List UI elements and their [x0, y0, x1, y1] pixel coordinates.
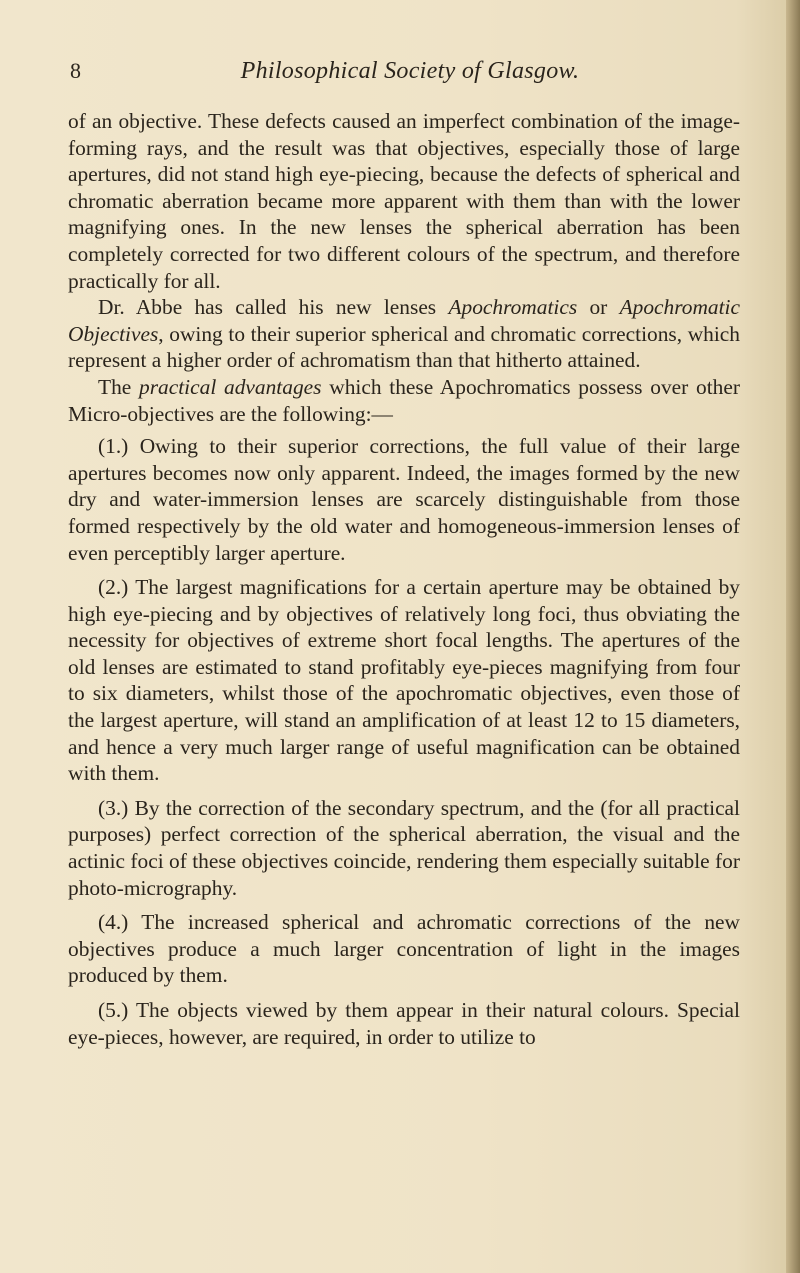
text-span: , owing to their superior spherical and chromatic corrections, which represent a higher order of achromatism than that hitherto attained.	[68, 321, 740, 373]
text-span: which these Apochromatics possess over other Micro-objectives are the following:—	[68, 374, 740, 426]
advantage-item-4: (4.) The increased spherical and achromatic corrections of the new objectives produce a much larger concentration of light in the images produced by them.	[68, 910, 740, 988]
advantage-item-1: (1.) Owing to their superior corrections, the full value of their large apertures becomes now only apparent. Indeed, the images formed by the new dry and water-immersion lenses are scarcely distinguishable from those formed respectively by the old water and homogeneous-immersion lenses of even perceptibly larger aperture.	[68, 434, 740, 565]
paragraph-abbe-lenses	[68, 294, 740, 374]
page-number: 8	[70, 58, 81, 83]
paragraph-continuation: of an objective. These defects caused an imperfect combination of the image-forming rays, and the result was that objectives, especially those of large apertures, did not stand high eye-piecing, because the defects of spherical and chromatic aberration became more apparent with them than with the lower magnifying ones. In the new lenses the spherical aberration has been completely corrected for two different colours of the spectrum, and therefore practically for all.	[68, 109, 740, 293]
text-span: The	[98, 374, 140, 399]
emphasis-apochromatics: Apochromatics	[448, 295, 578, 320]
page-header	[70, 58, 750, 98]
running-title: Philosophical Society of Glasgow.	[240, 58, 580, 84]
advantage-item-3: (3.) By the correction of the secondary spectrum, and the (for all practical purposes) perfect correction of the spherical aberration, the visual and the actinic foci of these objectives coincide, rendering them especially suitable for photo-micrography.	[68, 795, 740, 900]
body-text	[68, 108, 740, 1050]
emphasis-apochromatic-objectives: Apochromatic Objectives	[68, 295, 740, 346]
text-span: Dr. Abbe has called his new lenses	[98, 295, 449, 320]
advantage-item-2: (2.) The largest magnifications for a certain aperture may be obtained by high eye-piecing and by objectives of relatively long foci, thus obviating the necessity for objectives of extreme short focal lengths. The apertures of the old lenses are estimated to stand profitably eye-pieces magnifying from four to six diameters, whilst those of the apochromatic objectives, even those of the largest aperture, will stand an amplification of at least 12 to 15 diameters, and hence a very much larger range of useful magnification can be obtained with them.	[68, 575, 740, 786]
paragraph-advantages-intro	[68, 374, 740, 427]
emphasis-practical-advantages: practical advantages	[139, 374, 322, 399]
advantage-item-5: (5.) The objects viewed by them appear in their natural colours. Special eye-pieces, however, are required, in order to utilize to	[68, 998, 740, 1049]
page-gutter-edge	[786, 0, 800, 1273]
text-span: or	[577, 295, 620, 320]
